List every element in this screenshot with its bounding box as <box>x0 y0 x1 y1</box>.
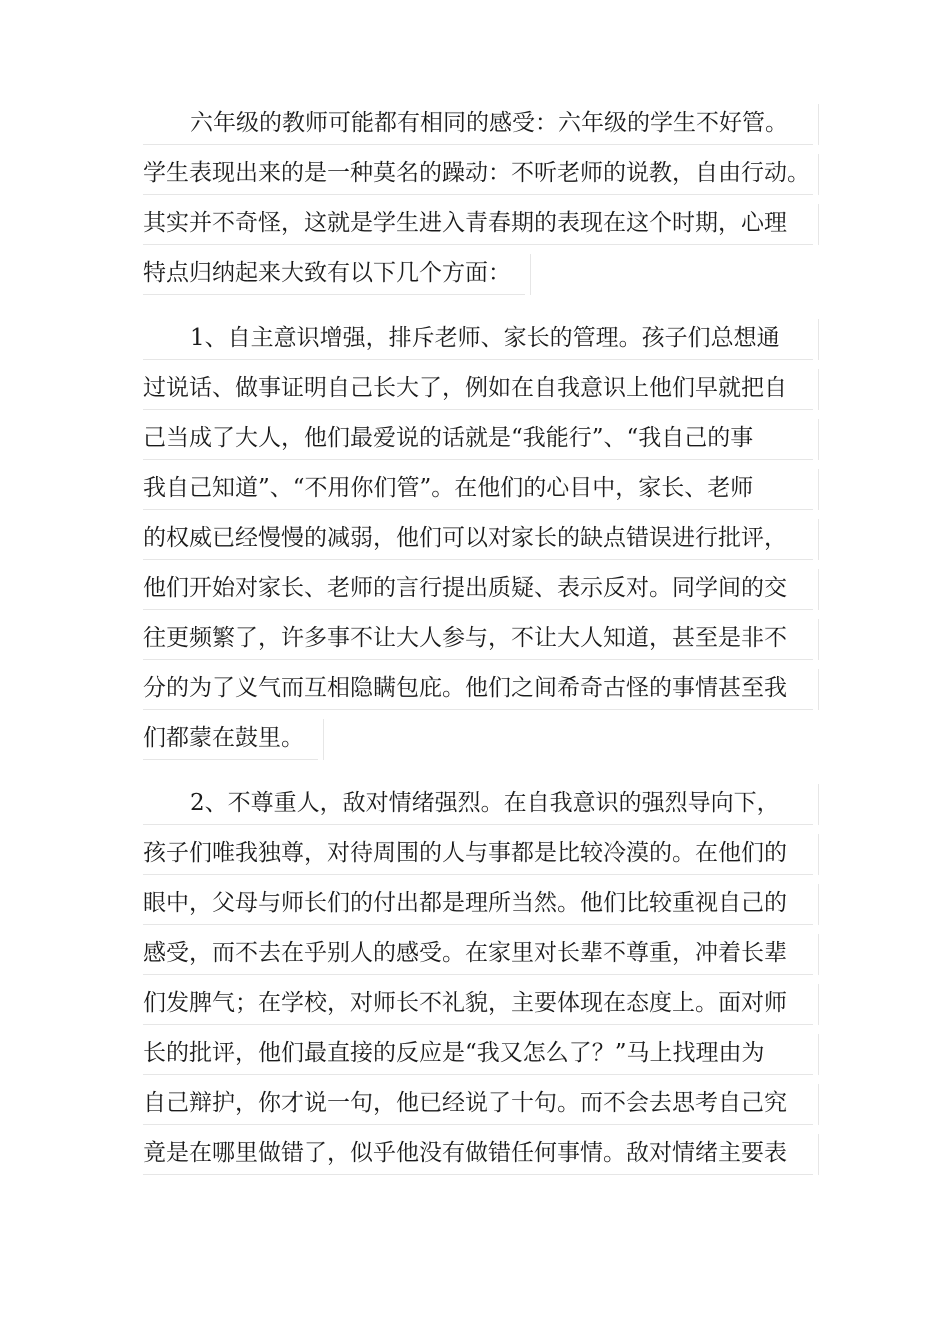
text-line: 竟是在哪里做错了，似乎他没有做错任何事情。敌对情绪主要表 <box>143 1128 813 1178</box>
paragraph-point-2 <box>143 778 813 1178</box>
text-line: 感受，而不去在乎别人的感受。在家里对长辈不尊重，冲着长辈 <box>143 928 813 978</box>
text-line: 六年级的教师可能都有相同的感受：六年级的学生不好管。 <box>143 98 813 148</box>
text-line: 己当成了大人，他们最爱说的话就是“我能行”、“我自己的事 <box>143 413 813 463</box>
text-line: 们发脾气；在学校，对师长不礼貌，主要体现在态度上。面对师 <box>143 978 813 1028</box>
text-line: 学生表现出来的是一种莫名的躁动：不听老师的说教，自由行动。 <box>143 148 813 198</box>
text-line: 过说话、做事证明自己长大了，例如在自我意识上他们早就把自 <box>143 363 813 413</box>
text-line: 自己辩护，你才说一句，他已经说了十句。而不会去思考自己究 <box>143 1078 813 1128</box>
text-line: 往更频繁了，许多事不让大人参与，不让大人知道，甚至是非不 <box>143 613 813 663</box>
paragraph-intro <box>143 98 813 298</box>
text-line: 我自己知道”、“不用你们管”。在他们的心目中，家长、老师 <box>143 463 813 513</box>
text-line: 长的批评，他们最直接的反应是“我又怎么了？”马上找理由为 <box>143 1028 813 1078</box>
text-line: 1、自主意识增强，排斥老师、家长的管理。孩子们总想通 <box>143 313 813 363</box>
text-line: 分的为了义气而互相隐瞒包庇。他们之间希奇古怪的事情甚至我 <box>143 663 813 713</box>
text-line: 2、不尊重人，敌对情绪强烈。在自我意识的强烈导向下， <box>143 778 813 828</box>
text-line: 其实并不奇怪，这就是学生进入青春期的表现在这个时期，心理 <box>143 198 813 248</box>
text-line: 们都蒙在鼓里。 <box>143 713 318 763</box>
text-line: 的权威已经慢慢的减弱，他们可以对家长的缺点错误进行批评， <box>143 513 813 563</box>
paragraph-point-1 <box>143 313 813 763</box>
text-line: 眼中，父母与师长们的付出都是理所当然。他们比较重视自己的 <box>143 878 813 928</box>
text-line: 孩子们唯我独尊，对待周围的人与事都是比较冷漠的。在他们的 <box>143 828 813 878</box>
text-line: 他们开始对家长、老师的言行提出质疑、表示反对。同学间的交 <box>143 563 813 613</box>
text-line: 特点归纳起来大致有以下几个方面： <box>143 248 525 298</box>
